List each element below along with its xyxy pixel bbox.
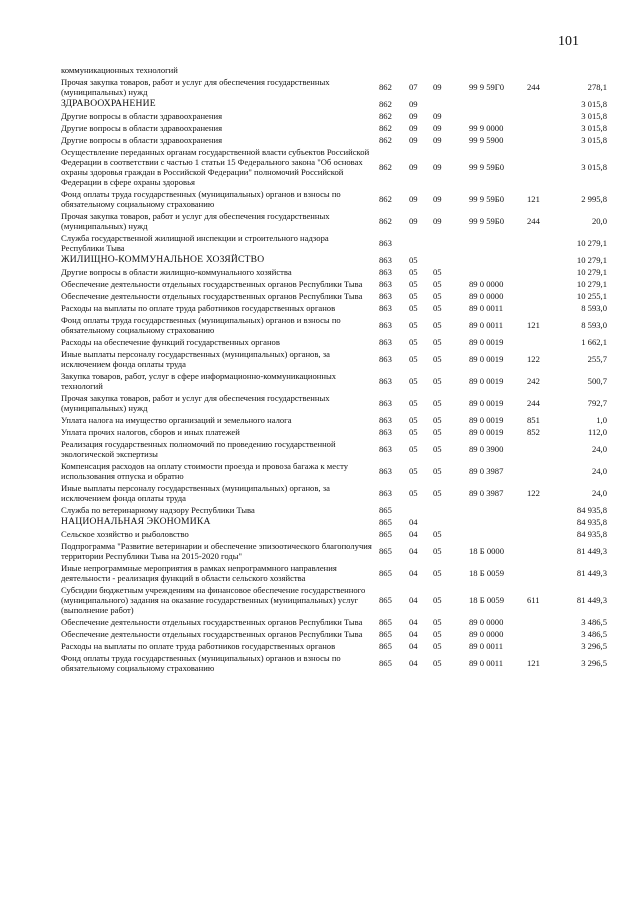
subsection-code: 05 (433, 267, 442, 277)
subsection-code: 09 (433, 82, 442, 92)
amount: 3 015,8 (581, 99, 607, 109)
row-name: Фонд оплаты труда государственных (муниципальных) органов и взносы по обязательному социальному страхованию (61, 189, 341, 209)
expense-type-code (527, 146, 557, 188)
expense-type-code (527, 98, 557, 110)
expense-type-code (527, 290, 557, 302)
article-code: 99 9 59Г0 (469, 82, 505, 92)
article-code: 89 0 0019 (469, 398, 504, 408)
section-code: 09 (409, 194, 418, 204)
expense-type-code: 244 (527, 398, 540, 408)
amount: 278,1 (587, 82, 607, 92)
row-name: коммуникационных технологий (61, 65, 178, 75)
article-code: 89 0 3987 (469, 488, 504, 498)
expense-type-code (527, 528, 557, 540)
table-row (61, 516, 607, 528)
article-code: 89 0 0011 (469, 641, 504, 651)
article-code (469, 516, 527, 528)
ministry-code: 863 (379, 337, 392, 347)
row-name: Другие вопросы в области здравоохранения (61, 123, 223, 133)
subsection-code: 05 (433, 376, 442, 386)
row-name: Другие вопросы в области здравоохранения (61, 111, 223, 121)
section-code: 09 (409, 123, 418, 133)
table-row (61, 414, 607, 426)
expense-type-code (527, 336, 557, 348)
ministry-code: 865 (379, 505, 392, 515)
expense-type-code (527, 516, 557, 528)
amount: 81 449,3 (576, 546, 607, 556)
subsection-code: 09 (433, 216, 442, 226)
article-code: 89 0 0000 (469, 291, 504, 301)
table-row (61, 210, 607, 232)
amount: 24,0 (591, 488, 607, 498)
ministry-code: 863 (379, 303, 392, 313)
ministry-code: 862 (379, 123, 392, 133)
row-name: Осуществление переданных органам государственной власти субъектов Российской Федерации в соответствии с частью 1 статьи 15 Федерального закона "Об основах охраны здоровья граждан в Российской Федерации" полномочий Российской Федерации в сфере охраны здоровья (61, 147, 370, 187)
expense-type-code: 122 (527, 354, 540, 364)
section-code: 09 (409, 135, 418, 145)
table-row (61, 504, 607, 516)
amount: 84 935,8 (576, 517, 607, 527)
article-code (469, 64, 527, 76)
row-name: Компенсация расходов на оплату стоимости проезда и провоза багажа к месту использования отпуска и обратно (61, 461, 349, 481)
row-name: Иные непрограммные мероприятия в рамках непрограммного направления деятельности - реализация функций в области сельского хозяйства (61, 563, 337, 583)
row-name: Подпрограмма "Развитие ветеринарии и обеспечение эпизоотического благополучия территории Республики Тыва на 2015-2020 годы" (61, 541, 372, 561)
article-code: 89 0 0019 (469, 376, 504, 386)
amount: 2 995,8 (581, 194, 607, 204)
section-code: 05 (409, 320, 418, 330)
ministry-code: 862 (379, 82, 392, 92)
article-code: 89 0 3987 (469, 466, 504, 476)
expense-type-code (527, 134, 557, 146)
subsection-code (433, 254, 469, 266)
subsection-code: 05 (433, 595, 442, 605)
article-code (469, 254, 527, 266)
subsection-code: 09 (433, 135, 442, 145)
row-name: Уплата налога на имущество организаций и земельного налога (61, 415, 292, 425)
subsection-code: 05 (433, 658, 442, 668)
article-code: 89 0 0019 (469, 337, 504, 347)
section-code: 04 (409, 629, 418, 639)
amount: 792,7 (587, 398, 607, 408)
table-row (61, 134, 607, 146)
expense-type-code (527, 460, 557, 482)
amount: 10 279,1 (576, 279, 607, 289)
subsection-code: 05 (433, 415, 442, 425)
table-row (61, 616, 607, 628)
table-row (61, 528, 607, 540)
expense-type-code: 122 (527, 488, 540, 498)
table-row (61, 122, 607, 134)
amount: 3 296,5 (581, 658, 607, 668)
section-code (409, 232, 433, 254)
row-name: Субсидии бюджетным учреждениям на финансовое обеспечение государственного (муниципального) задания на оказание государственных (муниципальных) услуг (выполнение работ) (61, 585, 366, 615)
expense-type-code: 121 (527, 194, 540, 204)
budget-table (61, 64, 607, 674)
subsection-code (433, 516, 469, 528)
amount: 3 015,8 (581, 123, 607, 133)
amount: 500,7 (587, 376, 607, 386)
subsection-code: 05 (433, 629, 442, 639)
ministry-code: 865 (379, 629, 392, 639)
row-name: Обеспечение деятельности отдельных государственных органов Республики Тыва (61, 279, 363, 289)
row-name: Уплата прочих налогов, сборов и иных платежей (61, 427, 240, 437)
section-code: 04 (409, 595, 418, 605)
article-code: 89 0 0011 (469, 320, 504, 330)
section-code: 04 (409, 568, 418, 578)
article-code: 89 0 0019 (469, 415, 504, 425)
subsection-code: 05 (433, 466, 442, 476)
row-name: Иные выплаты персоналу государственных (муниципальных) органов, за исключением фонда оплаты труда (61, 483, 330, 503)
amount: 1 662,1 (581, 337, 607, 347)
amount: 84 935,8 (576, 529, 607, 539)
amount: 255,7 (587, 354, 607, 364)
expense-type-code (527, 254, 557, 266)
section-code: 05 (409, 415, 418, 425)
row-name: Сельское хозяйство и рыболовство (61, 529, 189, 539)
amount: 10 279,1 (576, 238, 607, 248)
table-row (61, 232, 607, 254)
ministry-code: 862 (379, 194, 392, 204)
subsection-code (433, 64, 469, 76)
amount: 81 449,3 (576, 595, 607, 605)
section-code: 04 (409, 617, 418, 627)
table-body (61, 64, 607, 674)
amount: 3 296,5 (581, 641, 607, 651)
subsection-code: 05 (433, 354, 442, 364)
section-code: 05 (409, 376, 418, 386)
article-code: 89 0 0000 (469, 617, 504, 627)
expense-type-code (527, 232, 557, 254)
section-code: 05 (409, 427, 418, 437)
ministry-code (379, 64, 409, 76)
table-row (61, 146, 607, 188)
row-name: Иные выплаты персоналу государственных (муниципальных) органов, за исключением фонда оплаты труда (61, 349, 330, 369)
ministry-code: 862 (379, 162, 392, 172)
section-code: 04 (409, 658, 418, 668)
amount: 24,0 (591, 466, 607, 476)
article-code: 18 Б 0059 (469, 568, 505, 578)
amount: 3 015,8 (581, 111, 607, 121)
section-code: 05 (409, 398, 418, 408)
expense-type-code (527, 122, 557, 134)
subsection-code: 05 (433, 444, 442, 454)
table-row (61, 336, 607, 348)
row-name: Служба по ветеринарному надзору Республики Тыва (61, 505, 255, 515)
ministry-code: 863 (379, 398, 392, 408)
section-code: 09 (409, 111, 418, 121)
subsection-code: 09 (433, 194, 442, 204)
amount: 10 279,1 (576, 255, 607, 265)
row-name: Закупка товаров, работ, услуг в сфере информационно-коммуникационных технологий (61, 371, 337, 391)
amount: 24,0 (591, 444, 607, 454)
expense-type-code: 244 (527, 216, 540, 226)
row-name: Фонд оплаты труда государственных (муниципальных) органов и взносы по обязательному социальному страхованию (61, 653, 341, 673)
subsection-code: 05 (433, 568, 442, 578)
section-code: 05 (409, 354, 418, 364)
table-row (61, 482, 607, 504)
expense-type-code (527, 438, 557, 460)
table-row (61, 64, 607, 76)
subsection-code (433, 504, 469, 516)
article-code: 89 0 0019 (469, 427, 504, 437)
subsection-code: 05 (433, 617, 442, 627)
expense-type-code (527, 628, 557, 640)
ministry-code: 862 (379, 135, 392, 145)
article-code: 18 Б 0059 (469, 595, 505, 605)
amount (557, 64, 607, 76)
ministry-code: 865 (379, 617, 392, 627)
section-code: 04 (409, 517, 418, 527)
article-code: 89 0 0011 (469, 303, 504, 313)
row-name: Обеспечение деятельности отдельных государственных органов Республики Тыва (61, 617, 363, 627)
expense-type-code: 852 (527, 427, 540, 437)
amount: 3 486,5 (581, 629, 607, 639)
section-code: 05 (409, 291, 418, 301)
ministry-code: 863 (379, 354, 392, 364)
section-code: 05 (409, 255, 418, 265)
table-row (61, 110, 607, 122)
ministry-code: 863 (379, 279, 392, 289)
amount: 81 449,3 (576, 568, 607, 578)
article-code (469, 98, 527, 110)
table-row (61, 370, 607, 392)
ministry-code: 865 (379, 568, 392, 578)
table-row (61, 98, 607, 110)
ministry-code: 863 (379, 427, 392, 437)
article-code: 89 0 0011 (469, 658, 504, 668)
table-row (61, 392, 607, 414)
ministry-code: 863 (379, 466, 392, 476)
row-name: Расходы на выплаты по оплате труда работников государственных органов (61, 641, 336, 651)
table-row (61, 314, 607, 336)
row-name: Другие вопросы в области здравоохранения (61, 135, 223, 145)
amount: 3 015,8 (581, 135, 607, 145)
row-name: Прочая закупка товаров, работ и услуг для обеспечения государственных (муниципальных) нужд (61, 393, 330, 413)
row-name: Служба государственной жилищной инспекции и строительного надзора Республики Тыва (61, 233, 329, 253)
expense-type-code: 121 (527, 320, 540, 330)
section-code: 05 (409, 444, 418, 454)
article-code (469, 504, 527, 516)
subsection-code: 05 (433, 320, 442, 330)
ministry-code: 863 (379, 488, 392, 498)
amount: 1,0 (596, 415, 607, 425)
section-code: 05 (409, 267, 418, 277)
table-row (61, 652, 607, 674)
amount: 10 255,1 (576, 291, 607, 301)
article-code: 89 0 3900 (469, 444, 504, 454)
expense-type-code (527, 266, 557, 278)
page-number: 101 (558, 34, 579, 49)
ministry-code: 863 (379, 255, 392, 265)
table-row (61, 640, 607, 652)
ministry-code: 865 (379, 658, 392, 668)
table-row (61, 188, 607, 210)
expense-type-code (527, 504, 557, 516)
subsection-code: 05 (433, 488, 442, 498)
ministry-code: 862 (379, 216, 392, 226)
ministry-code: 863 (379, 415, 392, 425)
subsection-code: 09 (433, 123, 442, 133)
article-code: 99 9 0000 (469, 123, 504, 133)
subsection-code: 05 (433, 427, 442, 437)
expense-type-code (527, 278, 557, 290)
subsection-code: 05 (433, 279, 442, 289)
article-code (469, 232, 527, 254)
section-code: 09 (409, 162, 418, 172)
row-name: Расходы на выплаты по оплате труда работников государственных органов (61, 303, 336, 313)
expense-type-code (527, 110, 557, 122)
subsection-code: 05 (433, 398, 442, 408)
section-code (409, 64, 433, 76)
section-code: 05 (409, 279, 418, 289)
table-row (61, 76, 607, 98)
article-code: 89 0 0000 (469, 279, 504, 289)
table-row (61, 426, 607, 438)
ministry-code: 863 (379, 376, 392, 386)
ministry-code: 863 (379, 444, 392, 454)
section-code: 05 (409, 303, 418, 313)
section-code: 05 (409, 488, 418, 498)
row-name: Обеспечение деятельности отдельных государственных органов Республики Тыва (61, 629, 363, 639)
row-name: ЖИЛИЩНО-КОММУНАЛЬНОЕ ХОЗЯЙСТВО (61, 254, 265, 265)
table-row (61, 290, 607, 302)
row-name: ЗДРАВООХРАНЕНИЕ (61, 98, 156, 109)
row-name: Обеспечение деятельности отдельных государственных органов Республики Тыва (61, 291, 363, 301)
table-row (61, 540, 607, 562)
article-code: 99 9 59Б0 (469, 162, 505, 172)
article-code: 89 0 0000 (469, 629, 504, 639)
ministry-code: 863 (379, 320, 392, 330)
expense-type-code: 242 (527, 376, 540, 386)
amount: 8 593,0 (581, 320, 607, 330)
amount: 8 593,0 (581, 303, 607, 313)
section-code (409, 504, 433, 516)
section-code: 04 (409, 641, 418, 651)
expense-type-code (527, 640, 557, 652)
amount: 20,0 (591, 216, 607, 226)
subsection-code: 05 (433, 303, 442, 313)
subsection-code: 05 (433, 546, 442, 556)
table-row (61, 266, 607, 278)
subsection-code: 05 (433, 291, 442, 301)
subsection-code: 05 (433, 641, 442, 651)
amount: 112,0 (587, 427, 607, 437)
table-row (61, 460, 607, 482)
section-code: 07 (409, 82, 418, 92)
subsection-code (433, 98, 469, 110)
row-name: Реализация государственных полномочий по проведению государственной экологической экспертизы (61, 439, 336, 459)
ministry-code: 865 (379, 517, 392, 527)
ministry-code: 863 (379, 267, 392, 277)
table-row (61, 254, 607, 266)
subsection-code: 09 (433, 162, 442, 172)
table-row (61, 584, 607, 616)
article-code: 99 9 59Б0 (469, 194, 505, 204)
table-row (61, 278, 607, 290)
amount: 84 935,8 (576, 505, 607, 515)
ministry-code: 863 (379, 238, 392, 248)
article-code: 99 9 5900 (469, 135, 504, 145)
row-name: Расходы на обеспечение функций государственных органов (61, 337, 280, 347)
expense-type-code (527, 64, 557, 76)
ministry-code: 865 (379, 546, 392, 556)
ministry-code: 865 (379, 641, 392, 651)
article-code: 89 0 0019 (469, 354, 504, 364)
row-name: Прочая закупка товаров, работ и услуг для обеспечения государственных (муниципальных) нужд (61, 77, 330, 97)
ministry-code: 862 (379, 99, 392, 109)
table-row (61, 438, 607, 460)
row-name: Прочая закупка товаров, работ и услуг для обеспечения государственных (муниципальных) нужд (61, 211, 330, 231)
amount: 3 015,8 (581, 162, 607, 172)
expense-type-code (527, 562, 557, 584)
expense-type-code: 244 (527, 82, 540, 92)
table-row (61, 348, 607, 370)
article-code: 99 9 59Б0 (469, 216, 505, 226)
article-code: 18 Б 0000 (469, 546, 505, 556)
section-code: 05 (409, 337, 418, 347)
ministry-code: 865 (379, 529, 392, 539)
amount: 3 486,5 (581, 617, 607, 627)
table-row (61, 628, 607, 640)
table-row (61, 562, 607, 584)
expense-type-code (527, 302, 557, 314)
section-code: 05 (409, 466, 418, 476)
section-code: 04 (409, 529, 418, 539)
subsection-code: 09 (433, 111, 442, 121)
ministry-code: 862 (379, 111, 392, 121)
subsection-code: 05 (433, 337, 442, 347)
expense-type-code: 851 (527, 415, 540, 425)
ministry-code: 865 (379, 595, 392, 605)
ministry-code: 863 (379, 291, 392, 301)
row-name: Фонд оплаты труда государственных (муниципальных) органов и взносы по обязательному социальному страхованию (61, 315, 341, 335)
row-name: Другие вопросы в области жилищно-коммунального хозяйства (61, 267, 292, 277)
amount: 10 279,1 (576, 267, 607, 277)
section-code: 09 (409, 216, 418, 226)
expense-type-code (527, 616, 557, 628)
row-name: НАЦИОНАЛЬНАЯ ЭКОНОМИКА (61, 516, 211, 527)
section-code: 09 (409, 99, 418, 109)
section-code: 04 (409, 546, 418, 556)
article-code (469, 266, 527, 278)
expense-type-code: 121 (527, 658, 540, 668)
subsection-code (433, 232, 469, 254)
table-row (61, 302, 607, 314)
expense-type-code: 611 (527, 595, 540, 605)
article-code (469, 110, 527, 122)
article-code (469, 528, 527, 540)
subsection-code: 05 (433, 529, 442, 539)
expense-type-code (527, 540, 557, 562)
